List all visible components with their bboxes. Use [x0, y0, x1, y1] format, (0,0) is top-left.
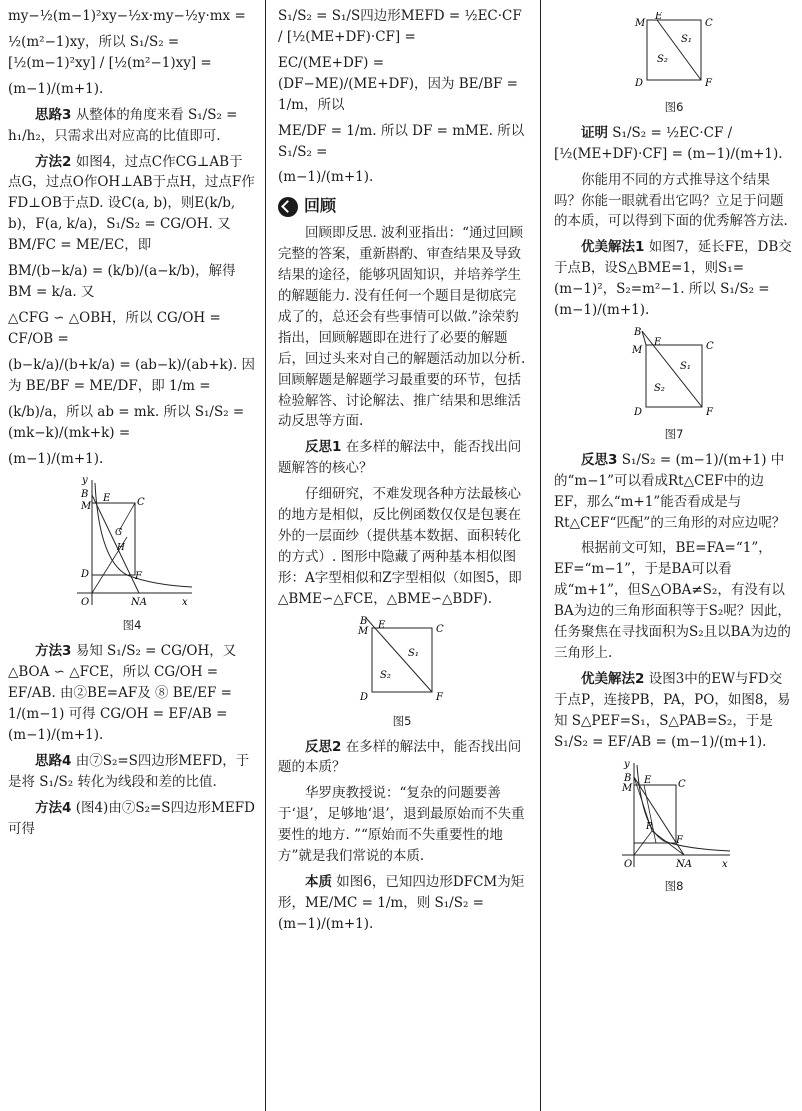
svg-text:F: F: [436, 691, 443, 703]
idea-4-label: 思路4: [35, 752, 72, 769]
svg-text:E: E: [103, 493, 111, 505]
svg-text:y: y: [82, 475, 88, 487]
figure-8: [554, 759, 794, 896]
idea-3-label: 思路3: [35, 106, 72, 123]
svg-text:F: F: [676, 834, 683, 846]
svg-text:D: D: [81, 569, 90, 581]
figure-5: [278, 616, 526, 731]
math-line: EC/(ME+DF) = (DF−ME)/(ME+DF)，因为 BE/BF = 1/m，所以: [278, 54, 518, 113]
column-divider: [265, 0, 266, 1111]
solution-2: 优美解法2 设图3中的EW与FD交于点P，连接PB，PA，PO，如图8，易知 S△PEF=S₁，S△PAB=S₂，于是 S₁/S₂ = EF/AB = (m−1)/(m+1).: [554, 670, 791, 750]
paragraph: 根据前文可知，BE=FA=“1”，EF=“m−1”，于是BA可以看成“m+1”，但S△OBA≠S₂，有没有以BA为边的三角形面积等于S₂呢？因此，任务聚焦在寻找面积为S₂且以BA为边的三角形上.: [554, 540, 791, 662]
figure-6-caption: 图6: [664, 99, 684, 114]
proof: 证明 S₁/S₂ = ½EC·CF / [½(ME+DF)·CF] = (m−1)/(m+1).: [554, 124, 783, 162]
review-paragraph: 回顾即反思. 波利亚指出：“通过回顾完整的答案，重新斟酌、审查结果及导致结果的途径，能够巩固知识，并培养学生的解题能力. 没有任何一个题目是彻底完成了的，总还会有些事情可以做.”涂荣豹指出，回顾解题即在进行了必要的解题后，回过头来对自己的解题活动加以分析. 回顾解题是解题学习最重要的环节，包括检验解答、讨论解法、推广结果和思维活动反思等方面.: [278, 225, 526, 430]
column-3: [554, 6, 794, 1107]
svg-text:F: F: [135, 571, 142, 583]
svg-text:B: B: [624, 772, 632, 784]
svg-text:M: M: [635, 18, 646, 29]
svg-text:x: x: [182, 597, 188, 609]
svg-text:D: D: [634, 407, 643, 419]
svg-text:M: M: [632, 345, 643, 357]
svg-text:S₂: S₂: [380, 669, 391, 681]
svg-text:O: O: [624, 858, 633, 870]
math-line: ME/DF = 1/m. 所以 DF = mME. 所以 S₁/S₂ =: [278, 122, 525, 160]
method-4-label: 方法4: [35, 799, 72, 816]
reflection-1-paragraph: 仔细研究，不难发现各种方法最核心的地方是相似，反比例函数仅仅是包裹在外的一层面纱（提供基本数据、面积转化的方式）. 图形中隐藏了两种基本相似图形：A字型相似和Z字型相似（如图5，即△BME∽△FCE，△BME∽△BDF).: [278, 486, 522, 607]
svg-text:P: P: [646, 821, 653, 832]
math-line: (b−k/a)/(b+k/a) = (ab−k)/(ab+k). 因为 BE/BF = ME/DF，即 1/m =: [8, 356, 256, 394]
figure-4-diagram: [67, 475, 197, 610]
figure-4: [8, 475, 256, 635]
math-line: BM/(b−k/a) = (k/b)/(a−k/b)，解得 BM = k/a. 又: [8, 263, 236, 301]
svg-text:B: B: [81, 489, 89, 501]
svg-text:C: C: [678, 778, 686, 790]
svg-text:F: F: [706, 407, 713, 419]
svg-text:E: E: [644, 774, 652, 786]
svg-text:C: C: [705, 18, 713, 29]
review-title: 回顾: [304, 196, 337, 216]
reflection-3: 反思3 S₁/S₂ = (m−1)/(m+1) 中的“m−1”可以看成Rt△CEF中的边EF，那么“m+1”能否看成是与Rt△CEF“匹配”的三角形的对应边呢？: [554, 451, 786, 531]
method-3: 方法3 易知 S₁/S₂ = CG/OH，又△BOA ∽ △FCE，所以 CG/OH = EF/AB. 由②BE=AF及 ⑧ BE/EF = 1/(m−1) 可得 CG/OH = EF/AB = (m−1)/(m+1).: [8, 643, 237, 743]
figure-7: [554, 327, 794, 444]
figure-7-caption: 图7: [664, 426, 684, 441]
svg-text:E: E: [654, 337, 662, 349]
math-line: (k/b)/a，所以 ab = mk. 所以 S₁/S₂ = (mk−k)/(mk+k) =: [8, 403, 245, 441]
svg-text:F: F: [705, 78, 712, 89]
figure-5-diagram: [352, 616, 452, 706]
figure-6-diagram: [629, 12, 719, 92]
method-2: 方法2 如图4，过点C作CG⊥AB于点G，过点O作OH⊥AB于点H，过点F作FD⊥OB于点D. 设C(a, b)，则E(k/b, b)，F(a, k/a)，S₁/S₂ = CG/OH. 又 BM/FC = ME/EC，即: [8, 153, 255, 254]
method-2-label: 方法2: [35, 153, 72, 170]
svg-text:E: E: [378, 619, 386, 631]
math-line: (m−1)/(m+1).: [278, 169, 374, 186]
svg-text:NA: NA: [131, 597, 147, 609]
solution-2-label: 优美解法2: [581, 670, 645, 687]
svg-text:S₂: S₂: [657, 54, 668, 65]
svg-text:B: B: [360, 615, 368, 627]
svg-text:E: E: [655, 12, 663, 22]
figure-8-diagram: [614, 759, 734, 871]
solution-1: 优美解法1 如图7，延长FE，DB交于点B，设S△BME=1，则S₁=(m−1)²，S₂=m²−1. 所以 S₁/S₂ = (m−1)/(m+1).: [554, 239, 792, 319]
math-line: △CFG ∽ △OBH，所以 CG/OH = CF/OB =: [8, 309, 221, 347]
svg-text:M: M: [81, 501, 92, 513]
math-line: (m−1)/(m+1).: [8, 450, 104, 467]
figure-8-caption: 图8: [664, 878, 684, 893]
svg-text:M: M: [622, 782, 633, 794]
svg-text:C: C: [436, 623, 444, 635]
figure-7-diagram: [624, 327, 724, 419]
svg-text:C: C: [137, 497, 145, 509]
math-line: (m−1)/(m+1).: [8, 80, 104, 97]
method-3-label: 方法3: [35, 643, 72, 660]
idea-3: 思路3 从整体的角度来看 S₁/S₂ = h₁/h₂，只需求出对应高的比值即可.: [8, 106, 238, 144]
essence-label: 本质: [305, 874, 332, 891]
reflection-1: 反思1 在多样的解法中，能否找出问题解答的核心？: [278, 439, 522, 477]
essence: 本质 如图6，已知四边形DFCM为矩形，ME/MC = 1/m，则 S₁/S₂ = (m−1)/(m+1).: [278, 874, 525, 932]
svg-text:x: x: [722, 858, 728, 870]
svg-text:NA: NA: [676, 858, 692, 870]
reflection-2-paragraph: 华罗庚教授说：“复杂的问题要善于‘退’，足够地‘退’，退到最原始而不失重要性的地方. ”“原始而不失重要性的地方”就是我们常说的本质.: [278, 785, 525, 865]
svg-text:S₂: S₂: [654, 383, 665, 395]
method-4: 方法4 (图4)由⑦S₂=S四边形MEFD可得: [8, 799, 255, 837]
svg-text:y: y: [624, 758, 630, 770]
svg-text:O: O: [81, 597, 90, 609]
paragraph: 你能用不同的方式推导这个结果吗？你能一眼就看出它吗？立足于问题的本质，可以得到下面的优秀解答方法.: [554, 171, 788, 230]
svg-text:D: D: [635, 78, 644, 89]
svg-text:M: M: [358, 625, 369, 637]
proof-label: 证明: [581, 124, 608, 141]
svg-text:D: D: [360, 691, 369, 703]
svg-text:G: G: [115, 528, 123, 539]
math-line: S₁/S₂ = S₁/S四边形MEFD = ½EC·CF / [½(ME+DF)·CF] =: [278, 8, 522, 45]
svg-text:S₁: S₁: [680, 361, 691, 373]
reflection-3-label: 反思3: [581, 451, 618, 468]
svg-text:S₁: S₁: [408, 647, 419, 659]
review-heading: [278, 194, 526, 219]
review-icon: [278, 197, 298, 217]
svg-text:C: C: [706, 341, 714, 353]
svg-text:H: H: [117, 543, 125, 554]
svg-text:B: B: [634, 327, 642, 339]
math-line: ½(m²−1)xy，所以 S₁/S₂ = [½(m−1)²xy] / [½(m²−1)xy] =: [8, 33, 212, 71]
math-line: my−½(m−1)²xy−½x·my−½y·mx =: [8, 8, 246, 24]
svg-text:S₁: S₁: [681, 34, 692, 45]
reflection-1-label: 反思1: [305, 439, 342, 456]
figure-4-caption: 图4: [122, 618, 142, 633]
figure-6: [554, 12, 794, 117]
column-2: [278, 6, 526, 1107]
idea-4: 思路4 由⑦S₂=S四边形MEFD，于是将 S₁/S₂ 转化为线段和差的比值.: [8, 752, 250, 790]
reflection-2-label: 反思2: [305, 738, 342, 755]
reflection-2: 反思2 在多样的解法中，能否找出问题的本质？: [278, 738, 522, 776]
solution-1-label: 优美解法1: [581, 239, 645, 256]
figure-5-caption: 图5: [392, 713, 412, 728]
column-divider: [540, 0, 541, 1111]
column-1: [8, 6, 256, 1107]
